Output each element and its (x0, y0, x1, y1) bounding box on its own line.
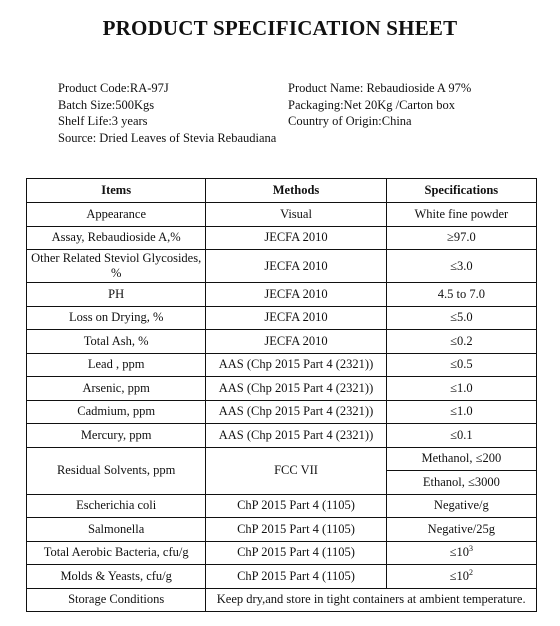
specification-table (26, 178, 537, 612)
item-cell: Salmonella (27, 518, 206, 542)
spec-cell: ≤0.5 (386, 353, 536, 377)
method-cell: JECFA 2010 (206, 283, 386, 307)
item-cell: Loss on Drying, % (27, 306, 206, 330)
item-cell: Cadmium, ppm (27, 400, 206, 424)
method-cell: JECFA 2010 (206, 306, 386, 330)
method-cell: JECFA 2010 (206, 250, 386, 283)
item-cell: Total Aerobic Bacteria, cfu/g (27, 541, 206, 565)
item-cell: Lead , ppm (27, 353, 206, 377)
method-cell: FCC VII (206, 447, 386, 494)
header-methods: Methods (206, 179, 386, 203)
item-cell: Molds & Yeasts, cfu/g (27, 565, 206, 589)
spec-cell: Negative/25g (386, 518, 536, 542)
item-cell: Assay, Rebaudioside A,% (27, 226, 206, 250)
table-row (27, 226, 537, 250)
spec-cell: ≤5.0 (386, 306, 536, 330)
product-code: Product Code:RA-97J (58, 81, 169, 95)
table-row (27, 400, 537, 424)
method-cell: AAS (Chp 2015 Part 4 (2321)) (206, 353, 386, 377)
method-cell: Visual (206, 203, 386, 227)
header-items: Items (27, 179, 206, 203)
batch-size: Batch Size:500Kgs (58, 97, 155, 112)
product-info-left (58, 80, 276, 146)
method-cell: AAS (Chp 2015 Part 4 (2321)) (206, 377, 386, 401)
storage-conditions-cell: Keep dry,and store in tight containers at ambient temperature. (206, 588, 537, 612)
spec-cell: ≤1.0 (386, 377, 536, 401)
table-row (27, 565, 537, 589)
spec-exponent: 2 (469, 567, 474, 577)
spec-cell: ≤0.2 (386, 330, 536, 354)
source: Source: Dried Leaves of Stevia Rebaudiana (58, 130, 277, 145)
item-cell: Other Related Steviol Glycosides, % (27, 250, 206, 283)
item-cell: Total Ash, % (27, 330, 206, 354)
item-cell: Arsenic, ppm (27, 377, 206, 401)
spec-cell: ≤0.1 (386, 424, 536, 448)
method-cell: AAS (Chp 2015 Part 4 (2321)) (206, 400, 386, 424)
spec-cell: White fine powder (386, 203, 536, 227)
item-cell: PH (27, 283, 206, 307)
table-row (27, 283, 537, 307)
spec-cell: Negative/g (386, 494, 536, 518)
table-row (27, 377, 537, 401)
spec-base: ≤10 (449, 545, 470, 560)
spec-cell: Methanol, ≤200 (386, 447, 536, 471)
table-header-row (27, 179, 537, 203)
country-of-origin: Country of Origin:China (288, 114, 412, 128)
table-row (27, 588, 537, 612)
method-cell: AAS (Chp 2015 Part 4 (2321)) (206, 424, 386, 448)
table-row (27, 541, 537, 565)
item-cell: Appearance (27, 203, 206, 227)
method-cell: ChP 2015 Part 4 (1105) (206, 565, 386, 589)
method-cell: JECFA 2010 (206, 330, 386, 354)
product-info-right (288, 80, 471, 130)
spec-cell (386, 565, 536, 589)
spec-cell: 4.5 to 7.0 (386, 283, 536, 307)
item-cell: Residual Solvents, ppm (27, 447, 206, 494)
header-specifications: Specifications (386, 179, 536, 203)
table-row (27, 250, 537, 283)
table-row (27, 518, 537, 542)
table-row (27, 353, 537, 377)
method-cell: ChP 2015 Part 4 (1105) (206, 541, 386, 565)
method-cell: ChP 2015 Part 4 (1105) (206, 518, 386, 542)
item-cell: Escherichia coli (27, 494, 206, 518)
spec-exponent: 3 (469, 544, 474, 554)
table-row (27, 306, 537, 330)
item-cell: Mercury, ppm (27, 424, 206, 448)
spec-cell: ≥97.0 (386, 226, 536, 250)
table-row (27, 494, 537, 518)
table-row (27, 330, 537, 354)
item-cell: Storage Conditions (27, 588, 206, 612)
page-title: PRODUCT SPECIFICATION SHEET (102, 16, 458, 40)
shelf-life: Shelf Life:3 years (58, 114, 148, 128)
packaging: Packaging:Net 20Kg /Carton box (288, 97, 455, 112)
spec-cell: ≤3.0 (386, 250, 536, 283)
method-cell: JECFA 2010 (206, 226, 386, 250)
method-cell: ChP 2015 Part 4 (1105) (206, 494, 386, 518)
product-name: Product Name: Rebaudioside A 97% (288, 81, 472, 95)
spec-cell: ≤1.0 (386, 400, 536, 424)
spec-base: ≤10 (449, 568, 470, 583)
table-row (27, 424, 537, 448)
spec-cell: Ethanol, ≤3000 (386, 471, 536, 495)
table-row (27, 447, 537, 471)
table-row (27, 203, 537, 227)
spec-cell (386, 541, 536, 565)
